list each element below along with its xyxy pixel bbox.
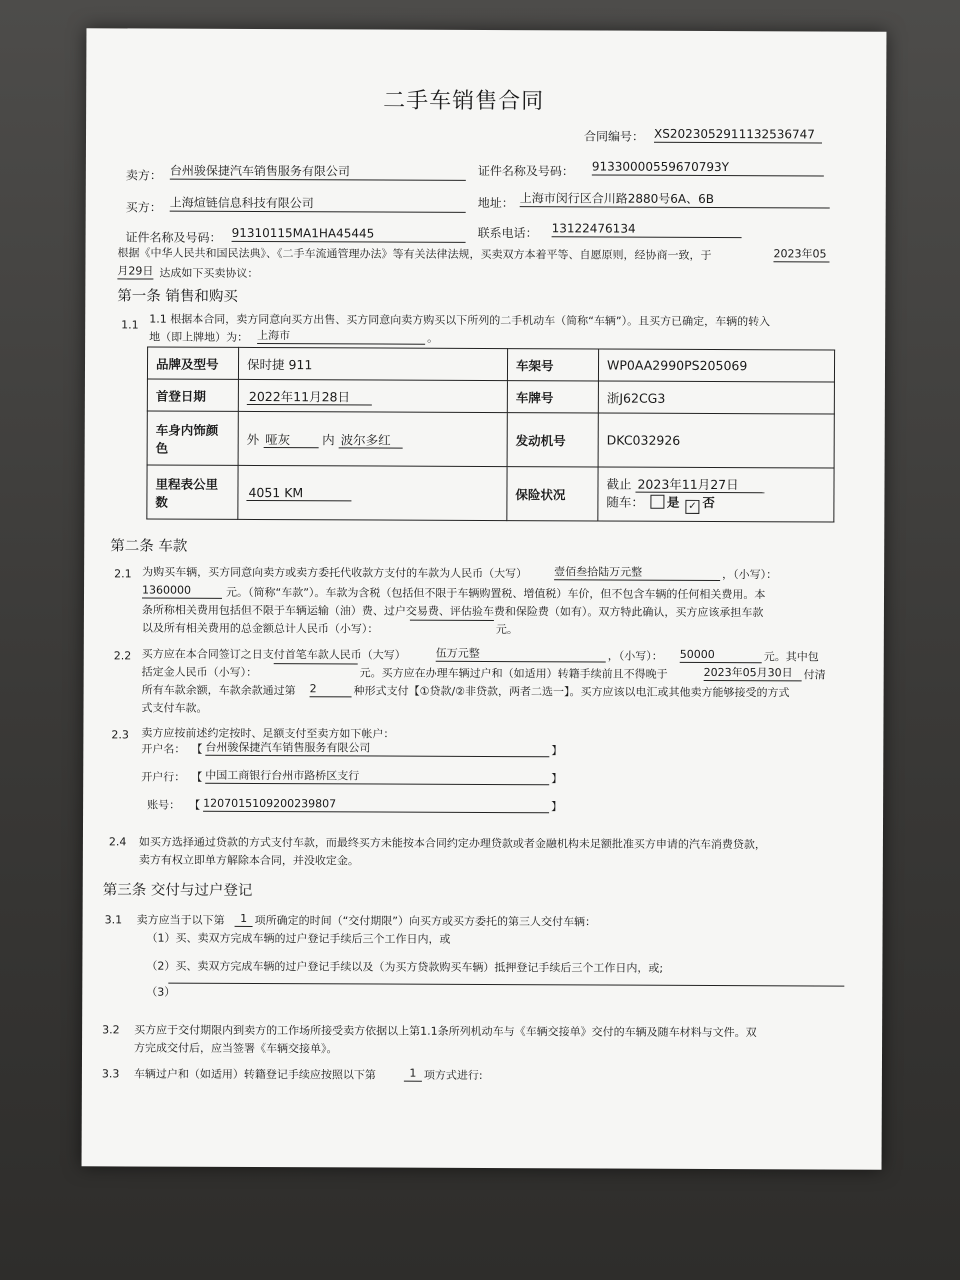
clause-2-1-c: 元。（简称“车款”）。车款为含税（包括但不限于车辆购置税、增值税）车价，但不包含车辆的任何相关费用。本 xyxy=(225,585,766,602)
clause-3-2-b: 方完成交付后，应当签署《车辆交接单》。 xyxy=(134,1041,338,1056)
bracket-right: 】 xyxy=(551,772,563,786)
first-payment-lower: 50000 xyxy=(680,647,762,663)
bracket-right: 】 xyxy=(551,744,563,758)
mileage-cell xyxy=(238,465,507,520)
bracket-left: 【 xyxy=(189,798,201,812)
total-price-lower: 1360000 xyxy=(142,583,222,599)
intro-text: 根据《中华人民共和国民法典》、《二手车流通管理办法》等有关法律法规，买卖双方本着平等、自愿原则，经协商一致，于 xyxy=(117,246,712,262)
buyer-label: 买方： xyxy=(125,200,162,215)
account-name-label: 开户名： xyxy=(141,742,186,756)
color-cell xyxy=(238,411,507,466)
mileage-value: 4051 KM xyxy=(246,485,351,501)
yes-label: 是 xyxy=(666,494,680,510)
clause-number: 2.2 xyxy=(113,649,132,663)
brand-value: 保时捷 911 xyxy=(238,347,507,380)
clause-2-4-b: 卖方有权立即单方解除本合同，并没收定金。 xyxy=(138,853,359,868)
deposit-blank xyxy=(274,663,358,664)
clause-3-1-a: 卖方应当于以下第 xyxy=(136,913,225,927)
clause-3-1-option-2: （2）买、卖双方完成车辆的过户登记手续以及（为买方贷款购买车辆）抵押登记手续后三个工作日内，或; xyxy=(146,959,664,975)
intro-date-part1: 2023年05 xyxy=(773,246,829,262)
clause-2-2-i: 式支付车款。 xyxy=(141,701,208,715)
transfer-item: 1 xyxy=(404,1066,422,1082)
vin-value: WP0AA2990PS205069 xyxy=(598,349,834,382)
bracket-right: 】 xyxy=(551,800,563,814)
intro-date-part2: 月29日 xyxy=(117,264,154,278)
exterior-color: 哑灰 xyxy=(263,432,318,448)
bank-name: 中国工商银行台州市路桥区支行 xyxy=(205,768,549,786)
buyer-tel-label: 联系电话： xyxy=(477,225,538,241)
clause-2-3-a: 卖方应按前述约定按时、足额支付至卖方如下帐户： xyxy=(141,726,395,741)
exterior-prefix: 外 xyxy=(246,431,260,447)
buyer-id-value: 91310115MA1HA45445 xyxy=(232,226,466,243)
with-car-label: 随车： xyxy=(606,494,644,510)
registration-city: 上海市 xyxy=(257,328,425,345)
clause-2-1-f: 元。 xyxy=(495,623,518,637)
seller-label: 卖方： xyxy=(125,168,162,183)
insurance-prefix: 截止 xyxy=(606,476,632,492)
delivery-item: 1 xyxy=(235,911,253,927)
insurance-label: 保险状况 xyxy=(507,467,598,521)
first-registration-label: 首登日期 xyxy=(147,379,238,411)
engine-value: DKC032926 xyxy=(598,413,834,468)
contract-no-label: 合同编号： xyxy=(583,129,645,144)
payment-method: 2 xyxy=(310,681,352,697)
clause-3-2-a: 买方应于交付期限内到卖方的工作场所接受卖方依据以上第1.1条所列机动车与《车辆交接单》交付的车辆及随车材料与文件。双 xyxy=(134,1023,757,1040)
bank-label: 开户行： xyxy=(141,770,186,784)
contract-paper xyxy=(82,28,887,1169)
clause-2-2-a: 买方应在本合同签订之日支付首笔车款人民币（大写） xyxy=(141,647,406,662)
article-3-title: 第三条 交付与过户登记 xyxy=(102,882,253,899)
account-number: 1207015109200239807 xyxy=(203,796,549,814)
clause-1-1-text2: 地（即上牌地）为： xyxy=(149,330,249,344)
clause-2-1-b: ，（小写）： xyxy=(722,568,778,582)
balance-deadline: 2023年05月30日 xyxy=(704,665,802,681)
buyer-tel-value: 13122476134 xyxy=(552,221,742,238)
clause-2-2-f: 付清 xyxy=(803,668,826,682)
plate-label: 车牌号 xyxy=(507,381,598,413)
vehicle-info-table xyxy=(146,347,835,523)
clause-2-1-a: 为购买车辆，买方同意向卖方或卖方委托代收款方支付的车款为人民币（大写） xyxy=(142,565,528,581)
article-2-title: 第二条 车款 xyxy=(110,538,188,555)
clause-2-4-a: 如买方选择通过贷款的方式支付车款，而最终买方未能按本合同约定办理贷款或者金融机构未足额批准买方申请的汽车消费贷款， xyxy=(138,835,766,852)
vin-label: 车架号 xyxy=(507,349,598,381)
first-registration-cell xyxy=(238,379,507,412)
buyer-id-label: 证件名称及号码： xyxy=(125,230,222,245)
clause-2-2-g: 所有车款余额，车款余款通过第 xyxy=(141,683,296,698)
no-checkbox-checked[interactable]: ✓ xyxy=(685,500,699,514)
total-price-upper: 壹佰叁拾陆万元整 xyxy=(554,564,720,581)
clause-1-1-text: 1.1 根据本合同，卖方同意向买方出售、买方同意向卖方购买以下所列的二手机动车（简称“车辆”）。且买方已确定，车辆的转入 xyxy=(149,312,771,329)
buyer-name: 上海煊链信息科技有限公司 xyxy=(170,196,466,213)
account-no-label: 账号： xyxy=(147,798,181,812)
brand-label: 品牌及型号 xyxy=(147,347,238,379)
option-3-blank xyxy=(168,983,844,987)
account-name: 台州骏保捷汽车销售服务有限公司 xyxy=(205,740,549,758)
clause-number: 3.1 xyxy=(104,913,123,927)
clause-2-2-b: ，（小写）： xyxy=(607,649,663,663)
clause-2-2-h: 种形式支付【①贷款/②非贷款，两者二选一】。买方应该以电汇或其他卖方能够接受的方式 xyxy=(353,684,790,700)
seller-id-label: 证件名称及号码： xyxy=(477,163,574,179)
first-payment-upper: 伍万元整 xyxy=(436,646,606,663)
clause-number: 2.3 xyxy=(111,728,129,742)
clause-number: 3.2 xyxy=(102,1023,120,1037)
clause-3-1-b: 项所确定的时间（“交付期限”）向买方或买方委托的第三人交付车辆： xyxy=(254,914,597,929)
clause-3-1-option-1: （1）买、卖双方完成车辆的过户登记手续后三个工作日内，或 xyxy=(146,931,451,946)
no-label: 否 xyxy=(702,494,716,511)
yes-checkbox[interactable] xyxy=(650,495,664,509)
clause-3-3-b: 项方式进行: xyxy=(423,1068,483,1082)
contract-no-value: XS2023052911132536747 xyxy=(654,127,822,144)
buyer-address-label: 地址： xyxy=(477,195,514,211)
clause-2-2-c: 元。其中包 xyxy=(763,650,819,664)
insurance-date: 2023年11月27日 xyxy=(635,477,764,494)
article-1-title: 第一条 销售和购买 xyxy=(117,288,238,305)
first-registration-value: 2022年11月28日 xyxy=(247,388,372,405)
clause-2-2-d: 括定金人民币（小写）： xyxy=(141,665,258,680)
total-amount-blank xyxy=(410,620,494,621)
mileage-label: 里程表公里数 xyxy=(147,465,238,519)
clause-2-1-e: 以及所有相关费用的总金额总计人民币（小写）： xyxy=(141,621,379,636)
clause-2-2-e: 元。买方应在办理车辆过户和（如适用）转籍手续前且不得晚于 xyxy=(359,666,668,681)
document-title: 二手车销售合同 xyxy=(383,88,545,115)
engine-label: 发动机号 xyxy=(507,413,598,467)
interior-prefix: 内 xyxy=(322,431,335,447)
bracket-left: 【 xyxy=(191,770,203,784)
color-label: 车身内饰颜色 xyxy=(147,411,238,465)
clause-number: 2.1 xyxy=(114,567,132,581)
interior-color: 波尔多红 xyxy=(339,432,403,448)
clause-number: 3.3 xyxy=(101,1067,120,1081)
seller-id-value: 91330000559670793Y xyxy=(592,159,824,176)
bracket-left: 【 xyxy=(191,742,203,756)
insurance-cell xyxy=(598,467,834,522)
seller-name: 台州骏保捷汽车销售服务有限公司 xyxy=(170,164,466,181)
clause-3-1-option-3: （3） xyxy=(146,985,176,999)
clause-3-3-a: 车辆过户和（如适用）转籍登记手续应按照以下第 xyxy=(133,1067,376,1082)
clause-number: 1.1 xyxy=(121,318,139,332)
clause-2-1-d: 条所称相关费用包括但不限于车辆运输（油）费、过户交易费、评估验车费和保险费（如有）。双方特此确认，买方应该承担车款 xyxy=(141,603,764,620)
clause-number: 2.4 xyxy=(108,835,127,849)
clause-1-1-end: 。 xyxy=(427,331,439,345)
buyer-address-value: 上海市闵行区合川路2880号6A、6B xyxy=(520,191,830,208)
plate-value: 浙J62CG3 xyxy=(598,381,834,414)
intro-text-end: 达成如下买卖协议： xyxy=(159,266,259,281)
